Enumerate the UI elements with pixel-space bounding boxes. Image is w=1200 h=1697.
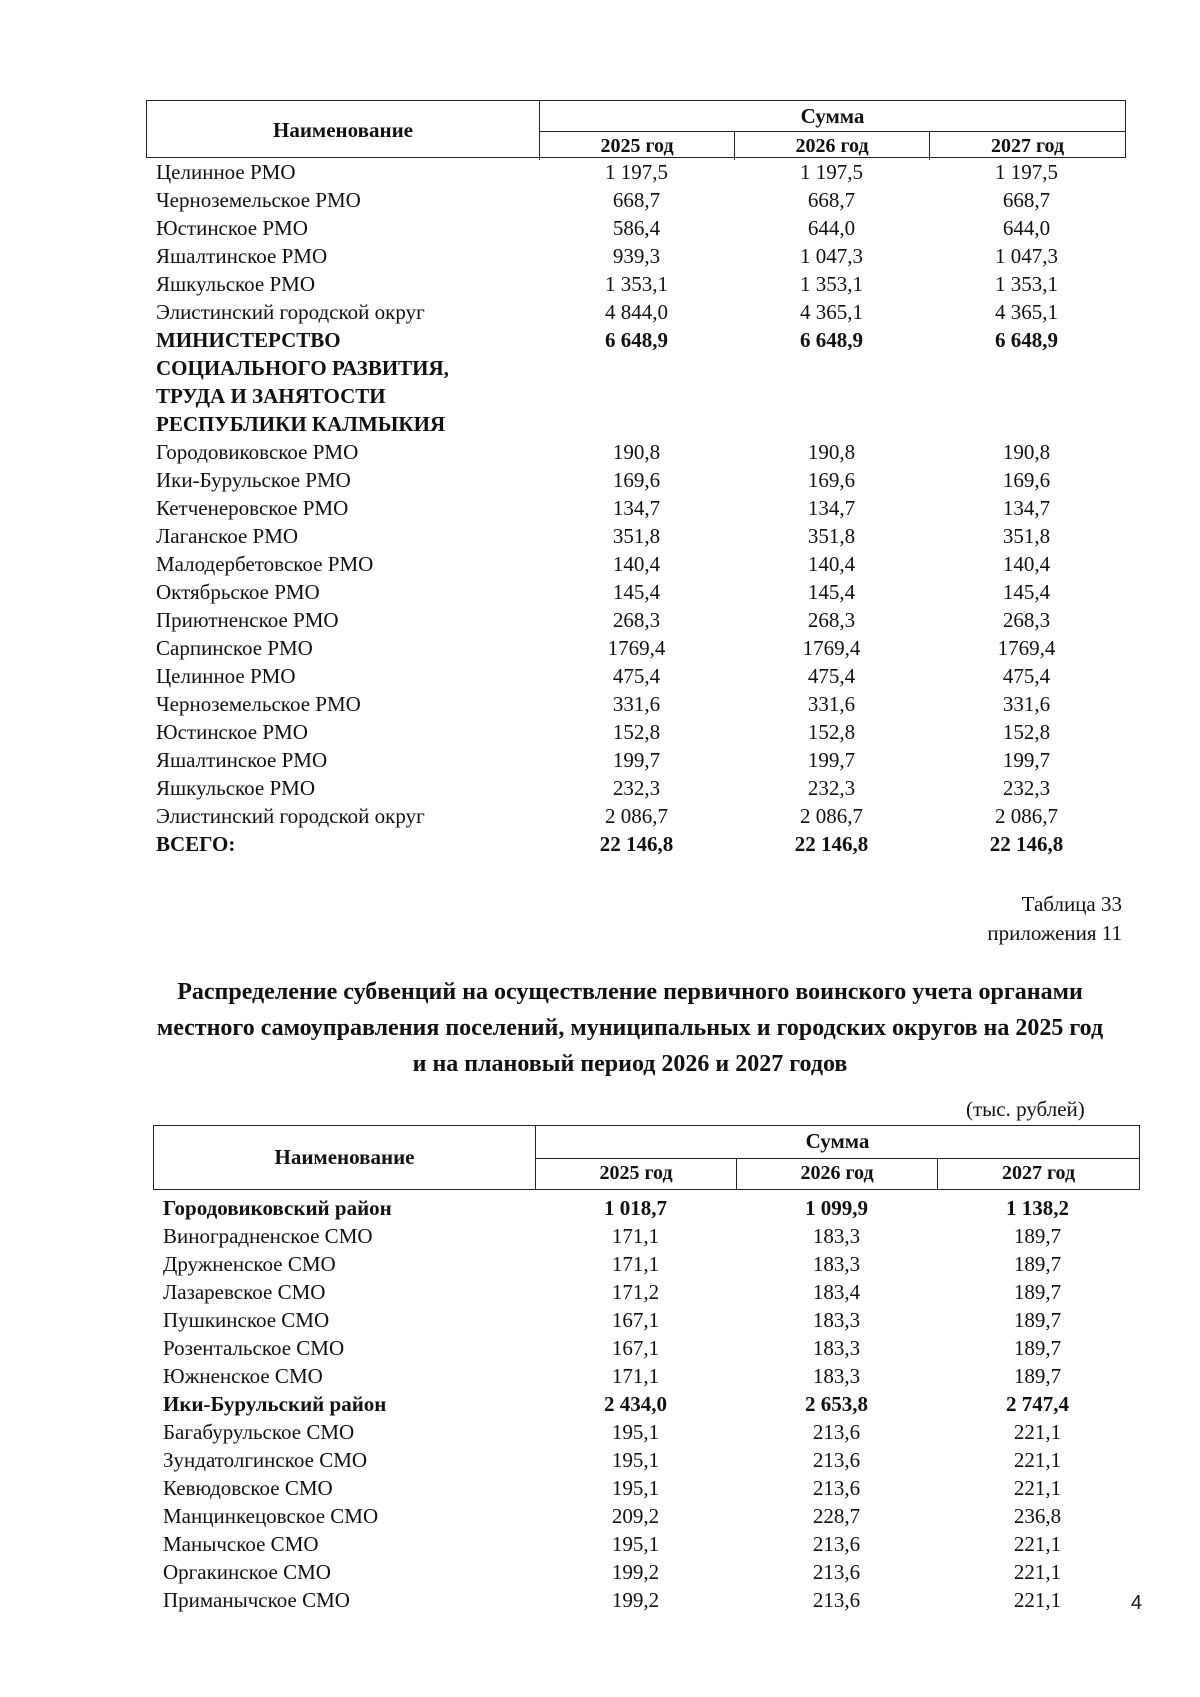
row-value-2026: 183,3 [812,1336,861,1360]
header-name-label: Наименование [147,101,540,160]
table-row [146,550,1126,578]
row-value-2027: 221,1 [1013,1532,1062,1556]
row-name: Багабурульское СМО [163,1420,355,1444]
row-name: Городовиковское РМО [156,440,359,464]
row-value-2026: 183,4 [812,1280,861,1304]
row-value-2025: 199,2 [611,1560,660,1584]
row-value-2027: 475,4 [1002,664,1051,688]
row-value-2027: 232,3 [1002,776,1051,800]
row-value-2025: 4 844,0 [605,300,668,324]
row-value-2026: 668,7 [807,188,856,212]
row-value-2027: 189,7 [1013,1224,1062,1248]
row-value-2025: 195,1 [611,1532,660,1556]
row-name: Юстинское РМО [156,720,308,744]
row-value-2027: 190,8 [1002,440,1051,464]
row-value-2027: 152,8 [1002,720,1051,744]
row-name: Лазаревское СМО [163,1280,326,1304]
row-value-2027: 4 365,1 [995,300,1058,324]
table-row [153,1446,1140,1474]
header-year-2027: 2027 год [1001,1162,1076,1184]
row-value-2025: 1 197,5 [605,160,668,184]
row-value-2027: 221,1 [1013,1476,1062,1500]
row-name: Яшкульское РМО [156,776,316,800]
row-value-2025: 475,4 [612,664,661,688]
row-value-2025: 195,1 [611,1476,660,1500]
table-row [146,242,1126,270]
row-value-2025: 171,2 [611,1280,660,1304]
row-value-2025: 171,1 [611,1224,660,1248]
row-name: Кетченеровское РМО [156,496,349,520]
header-year-2027: 2027 год [990,135,1065,157]
row-name: Целинное РМО [156,160,296,184]
row-value-2027: 22 146,8 [989,832,1064,856]
table-row [153,1278,1140,1306]
table-row [153,1530,1140,1558]
row-value-2027: 1769,4 [997,636,1056,660]
row-value-2025: 171,1 [611,1252,660,1276]
table-row [146,270,1126,298]
row-value-2027: 221,1 [1013,1420,1062,1444]
row-value-2027: 1 047,3 [995,244,1058,268]
row-name: Сарпинское РМО [156,636,313,660]
row-name: Элистинский городской округ [156,804,425,828]
row-value-2026: 268,3 [807,608,856,632]
row-name: Пушкинское СМО [163,1308,330,1332]
row-value-2025: 331,6 [612,692,661,716]
row-value-2025: 134,7 [612,496,661,520]
row-name: Октябрьское РМО [156,580,320,604]
row-name: Городовиковский район [163,1196,392,1220]
row-value-2026: 190,8 [807,440,856,464]
row-name: Розентальское СМО [163,1336,345,1360]
row-name: Яшалтинское РМО [156,244,328,268]
row-value-2027: 221,1 [1013,1448,1062,1472]
row-value-2025: 1 353,1 [605,272,668,296]
row-value-2027: 221,1 [1013,1560,1062,1584]
table-row [146,606,1126,634]
row-value-2027: 221,1 [1013,1588,1062,1612]
row-value-2027: 2 747,4 [1006,1392,1069,1416]
row-value-2027: 134,7 [1002,496,1051,520]
row-value-2025: 152,8 [612,720,661,744]
row-value-2027: 6 648,9 [995,328,1058,352]
row-name: Черноземельское РМО [156,692,361,716]
row-value-2027: 199,7 [1002,748,1051,772]
document-title: Распределение субвенций на осуществление первичного воинского учета органами местного самоуправления поселений, муниципальных и городских округов на 2025 год и на плановый период 2026 и 2027 годов [156,979,1104,1077]
row-name: Южненское СМО [163,1364,323,1388]
table-1 [146,100,1126,858]
row-value-2025: 209,2 [611,1504,660,1528]
row-value-2026: 183,3 [812,1224,861,1248]
table-row [153,1334,1140,1362]
table-row [153,1222,1140,1250]
row-value-2027: 2 086,7 [995,804,1058,828]
row-name: Ики-Бурульский район [163,1392,387,1416]
row-value-2025: 140,4 [612,552,661,576]
row-value-2027: 644,0 [1002,216,1051,240]
table-row [146,522,1126,550]
row-value-2026: 1 197,5 [800,160,863,184]
row-name: Яшалтинское РМО [156,748,328,772]
row-name: Приютненское РМО [156,608,339,632]
row-value-2025: 22 146,8 [599,832,674,856]
row-value-2026: 213,6 [812,1532,861,1556]
table-1-header [146,100,1126,158]
row-value-2026: 351,8 [807,524,856,548]
header-year-2025: 2025 год [540,132,735,160]
header-name-label: Наименование [154,1126,536,1189]
table-row [146,158,1126,186]
row-value-2027: 189,7 [1013,1364,1062,1388]
caption-appendix: приложения 11 [987,921,1122,945]
table-row [153,1362,1140,1390]
row-value-2025: 668,7 [612,188,661,212]
row-value-2025: 195,1 [611,1448,660,1472]
row-name: ВСЕГО: [156,832,236,856]
row-value-2025: 268,3 [612,608,661,632]
row-value-2027: 189,7 [1013,1280,1062,1304]
header-year-2025: 2025 год [536,1159,737,1189]
row-value-2025: 232,3 [612,776,661,800]
table-row [146,494,1126,522]
table-1-body [146,158,1126,858]
row-name: Ики-Бурульское РМО [156,468,351,492]
unit-label: (тыс. рублей) [966,1097,1085,1121]
row-name: МИНИСТЕРСТВО СОЦИАЛЬНОГО РАЗВИТИЯ, ТРУДА И ЗАНЯТОСТИ РЕСПУБЛИКИ КАЛМЫКИЯ [156,328,449,436]
row-value-2026: 169,6 [807,468,856,492]
row-value-2025: 2 086,7 [605,804,668,828]
row-name: Виноградненское СМО [163,1224,373,1248]
row-name: Элистинский городской округ [156,300,425,324]
row-value-2026: 213,6 [812,1560,861,1584]
table-row [146,438,1126,466]
row-value-2025: 1 018,7 [604,1196,667,1220]
row-value-2027: 189,7 [1013,1336,1062,1360]
row-name: Оргакинское СМО [163,1560,331,1584]
row-value-2026: 1 047,3 [800,244,863,268]
table-row [146,774,1126,802]
row-value-2026: 183,3 [812,1364,861,1388]
table-row [146,718,1126,746]
row-name: Дружненское СМО [163,1252,336,1276]
row-value-2026: 152,8 [807,720,856,744]
table-row [146,298,1126,326]
row-name: Зундатолгинское СМО [163,1448,368,1472]
row-value-2026: 644,0 [807,216,856,240]
table-row [153,1306,1140,1334]
row-value-2026: 331,6 [807,692,856,716]
row-name: Черноземельское РМО [156,188,361,212]
table-row [146,690,1126,718]
row-value-2027: 268,3 [1002,608,1051,632]
table-row [146,802,1126,830]
row-value-2026: 4 365,1 [800,300,863,324]
row-value-2026: 228,7 [812,1504,861,1528]
row-value-2025: 190,8 [612,440,661,464]
row-value-2025: 939,3 [612,244,661,268]
row-value-2026: 475,4 [807,664,856,688]
row-value-2025: 1769,4 [607,636,666,660]
row-value-2027: 1 197,5 [995,160,1058,184]
row-value-2025: 169,6 [612,468,661,492]
row-value-2027: 189,7 [1013,1252,1062,1276]
row-value-2027: 140,4 [1002,552,1051,576]
row-value-2026: 183,3 [812,1252,861,1276]
table-2 [153,1125,1140,1614]
row-name: Яшкульское РМО [156,272,316,296]
row-value-2027: 668,7 [1002,188,1051,212]
table-caption [987,890,1122,948]
table-row [146,466,1126,494]
row-value-2025: 199,7 [612,748,661,772]
row-value-2027: 169,6 [1002,468,1051,492]
table-row [153,1586,1140,1614]
row-value-2026: 213,6 [812,1588,861,1612]
row-value-2026: 6 648,9 [800,328,863,352]
header-year-2026: 2026 год [737,1159,938,1189]
row-value-2026: 213,6 [812,1448,861,1472]
row-value-2026: 213,6 [812,1476,861,1500]
row-name: Манцинкецовское СМО [163,1504,379,1528]
row-value-2025: 171,1 [611,1364,660,1388]
row-value-2027: 331,6 [1002,692,1051,716]
table-row [153,1250,1140,1278]
row-value-2027: 189,7 [1013,1308,1062,1332]
caption-table-number: Таблица 33 [1021,892,1122,916]
row-value-2026: 1 353,1 [800,272,863,296]
table-row [146,326,1126,438]
row-value-2026: 232,3 [807,776,856,800]
row-name: Лаганское РМО [156,524,299,548]
table-row [153,1418,1140,1446]
table-2-header [153,1125,1140,1190]
row-value-2025: 586,4 [612,216,661,240]
row-value-2027: 145,4 [1002,580,1051,604]
row-value-2027: 236,8 [1013,1504,1062,1528]
table-row [153,1390,1140,1418]
header-sum-label: Сумма [536,1126,1139,1159]
table-row [153,1502,1140,1530]
table-row [153,1558,1140,1586]
header-sum-label: Сумма [540,101,1125,132]
row-value-2026: 2 653,8 [805,1392,868,1416]
table-row [146,830,1126,858]
row-value-2026: 134,7 [807,496,856,520]
row-value-2025: 6 648,9 [605,328,668,352]
row-name: Юстинское РМО [156,216,308,240]
row-value-2025: 167,1 [611,1308,660,1332]
table-row [146,746,1126,774]
row-value-2027: 1 138,2 [1006,1196,1069,1220]
table-row [153,1474,1140,1502]
row-name: Целинное РМО [156,664,296,688]
row-value-2025: 351,8 [612,524,661,548]
row-value-2027: 351,8 [1002,524,1051,548]
row-value-2025: 2 434,0 [604,1392,667,1416]
row-name: Малодербетовское РМО [156,552,374,576]
row-name: Приманычское СМО [163,1588,350,1612]
table-2-body [153,1194,1140,1614]
table-row [146,578,1126,606]
row-value-2026: 213,6 [812,1420,861,1444]
header-year-2026: 2026 год [735,132,930,160]
row-value-2026: 1769,4 [802,636,861,660]
table-row [146,186,1126,214]
row-value-2025: 167,1 [611,1336,660,1360]
row-value-2025: 145,4 [612,580,661,604]
row-value-2027: 1 353,1 [995,272,1058,296]
row-value-2026: 2 086,7 [800,804,863,828]
row-value-2026: 22 146,8 [794,832,869,856]
row-value-2026: 140,4 [807,552,856,576]
table-row [146,662,1126,690]
row-value-2026: 199,7 [807,748,856,772]
row-value-2026: 183,3 [812,1308,861,1332]
row-value-2025: 195,1 [611,1420,660,1444]
table-row [153,1194,1140,1222]
row-value-2026: 145,4 [807,580,856,604]
row-value-2025: 199,2 [611,1588,660,1612]
row-name: Кевюдовское СМО [163,1476,333,1500]
row-value-2026: 1 099,9 [805,1196,868,1220]
row-name: Манычское СМО [163,1532,319,1556]
table-row [146,634,1126,662]
table-row [146,214,1126,242]
page-number: 4 [1130,1592,1142,1614]
